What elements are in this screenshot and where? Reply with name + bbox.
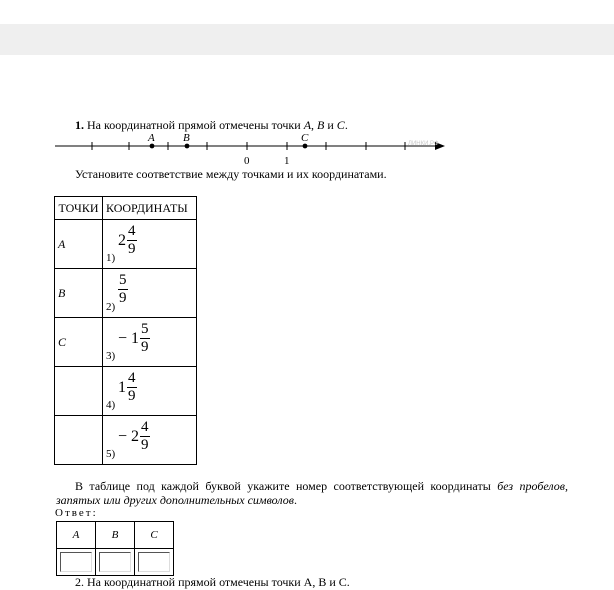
fraction-whole: 2 [131,427,140,445]
mixed-fraction [118,322,150,355]
coordinate-option [103,269,196,317]
point-c-label: C [301,132,309,144]
answer-header-a: A [57,522,96,549]
option-number: 3) [106,350,116,362]
fraction-whole: 1 [118,378,126,396]
point-a-dot [150,144,155,149]
tick-label-0: 0 [244,155,250,167]
fraction-denominator: 9 [141,437,149,453]
tick-label-1: 1 [284,155,290,167]
task-number: 1. [75,118,84,132]
coordinate-option [103,416,196,464]
fraction-numerator: 4 [128,223,136,239]
coordinate-option [103,220,196,268]
matching-table-header [55,197,197,220]
table-row [55,269,197,318]
task-point-b: B [317,118,325,132]
answer-input-a[interactable] [60,552,92,572]
header-coordinates: КООРДИНАТЫ [103,197,197,220]
note-end: . [293,493,297,507]
note-text: В таблице под каждой буквой укажите номер соответствующей координаты [75,479,491,493]
table-row [55,318,197,367]
answer-input-b[interactable] [99,552,131,572]
mixed-fraction [118,420,150,453]
answer-header-b: B [96,522,135,549]
mixed-fraction [118,224,137,257]
row-point-label: B [58,285,66,300]
answer-header-c: C [135,522,174,549]
coordinate-option [103,318,196,366]
fraction-denominator: 9 [128,388,136,404]
fraction-numerator: 5 [119,272,127,288]
table-row [55,416,197,465]
option-number: 5) [106,448,116,460]
fraction-denominator: 9 [119,290,127,306]
answer-table [56,521,174,576]
instruction: Установите соответствие между точками и их координатами. [75,167,387,181]
fraction-whole: 2 [118,231,126,249]
watermark: ЛИНКИ.РФ [408,141,439,147]
task-point-a: A [303,118,312,132]
answer-input-c[interactable] [138,552,170,572]
option-number: 2) [106,301,116,313]
fraction-denominator: 9 [128,241,136,257]
fraction-sign: − [118,427,128,445]
option-number: 4) [106,399,116,411]
number-line [50,128,450,170]
option-number: 1) [106,252,116,264]
fraction-whole: 1 [131,329,140,347]
fraction [118,273,128,306]
coordinate-option [103,367,196,415]
fraction-numerator: 4 [141,419,149,435]
point-c-dot [303,144,308,149]
fraction-numerator: 5 [141,321,149,337]
mixed-fraction [118,371,137,404]
toolbar-band [0,24,614,55]
point-a-label: A [148,132,155,144]
task-and: и [327,118,334,132]
browser-top-strip [0,0,614,25]
table-row [55,367,197,416]
task-text: На координатной прямой отмечены точки [87,118,301,132]
task-point-c: C [336,118,345,132]
header-points: ТОЧКИ [55,197,103,220]
row-point-label: A [58,236,66,251]
fraction-numerator: 4 [128,370,136,386]
point-b-label: B [183,132,190,144]
task-end: . [344,118,348,132]
note-italic: без пробелов, запятых или других дополнительных символов [56,479,569,507]
matching-table [54,196,197,465]
row-point-label: C [58,334,67,349]
fraction-denominator: 9 [141,339,149,355]
answer-label: Ответ: [55,507,98,519]
next-task-text: 2. На координатной прямой отмечены точки A, B и C. [75,575,350,589]
task-sep: , [311,118,315,132]
point-b-dot [185,144,190,149]
answer-instructions [56,479,568,507]
fraction-sign: − [118,329,128,347]
table-row [55,220,197,269]
